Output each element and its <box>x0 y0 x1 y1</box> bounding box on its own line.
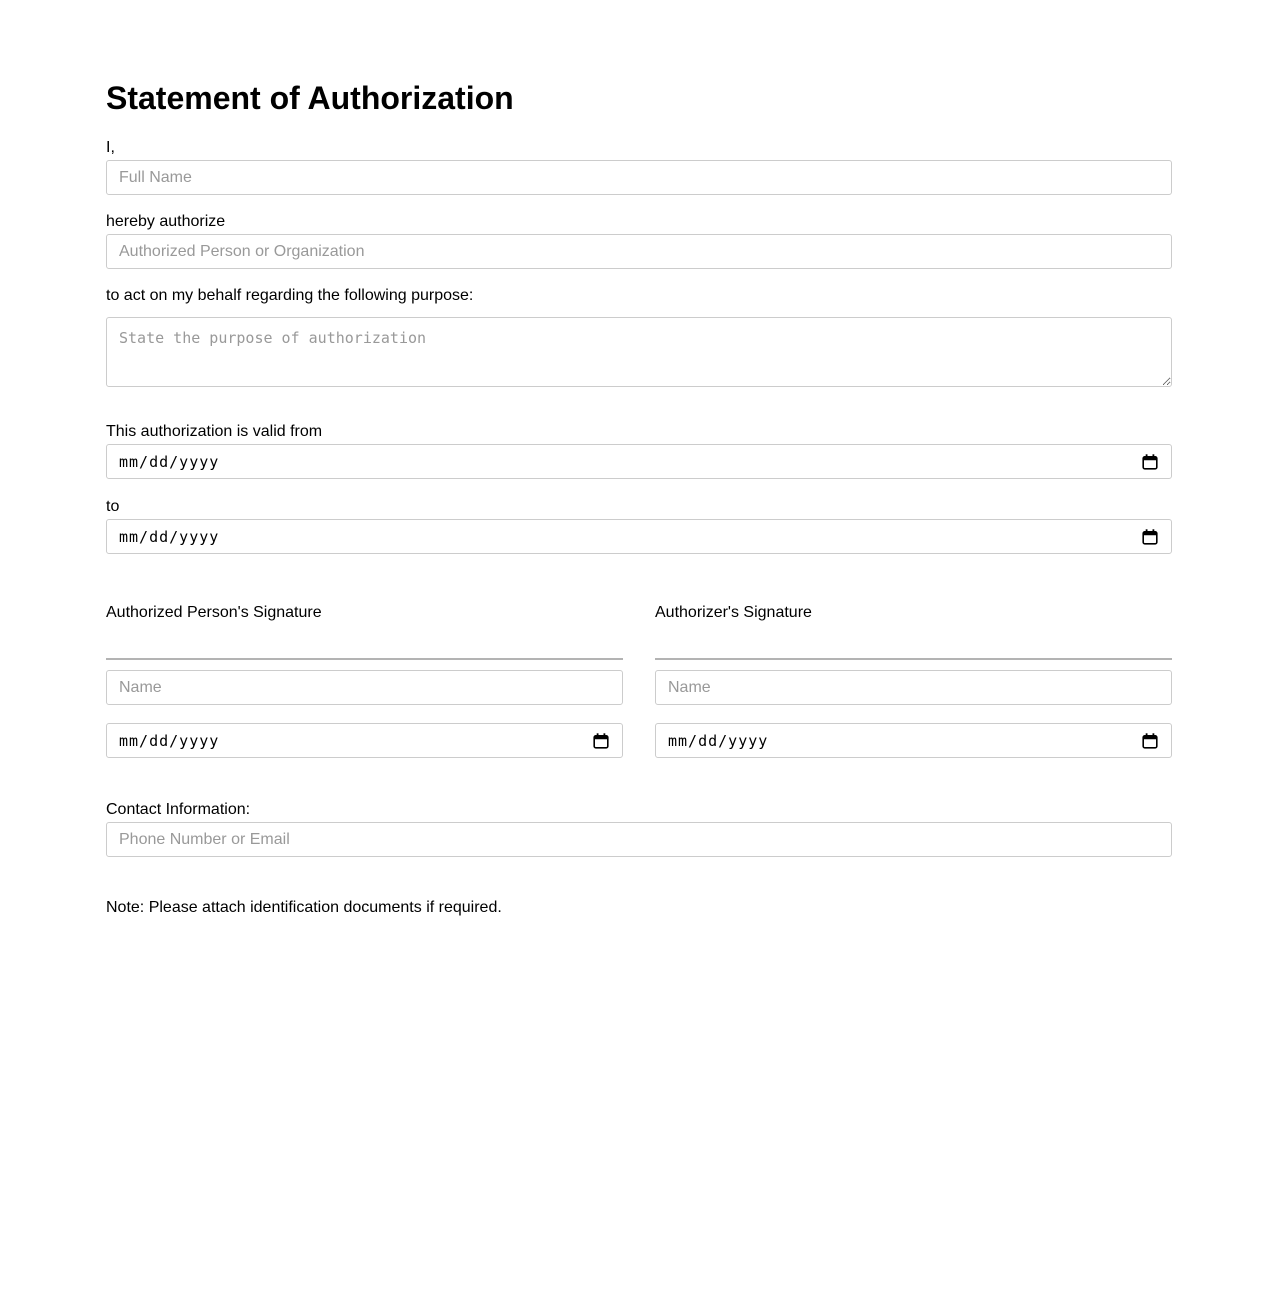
authorized-person-date-value: mm/dd/yyyy <box>119 731 220 750</box>
valid-from-date-input[interactable] <box>106 444 1172 479</box>
authorizer-signature-label: Authorizer's Signature <box>655 604 812 621</box>
valid-to-date-input[interactable] <box>106 519 1172 554</box>
authorizer-date-value: mm/dd/yyyy <box>668 731 769 750</box>
authorized-person-name-input[interactable] <box>106 670 623 705</box>
purpose-textarea[interactable] <box>106 317 1172 387</box>
note-text: Note: Please attach identification documents if required. <box>106 899 502 916</box>
authorized-person-date-input[interactable] <box>106 723 623 758</box>
authorized-person-signature-block <box>106 604 623 758</box>
calendar-icon[interactable] <box>1142 733 1158 749</box>
valid-from-date-value: mm/dd/yyyy <box>119 452 220 471</box>
authorized-entity-input[interactable] <box>106 234 1172 269</box>
calendar-icon[interactable] <box>1142 454 1158 470</box>
contact-input[interactable] <box>106 822 1172 857</box>
authorization-form <box>106 0 1172 917</box>
calendar-icon[interactable] <box>1142 529 1158 545</box>
authorize-label: hereby authorize <box>106 213 226 230</box>
valid-to-date-value: mm/dd/yyyy <box>119 527 220 546</box>
contact-label: Contact Information: <box>106 801 251 818</box>
full-name-input[interactable] <box>106 160 1172 195</box>
authorized-person-signature-label: Authorized Person's Signature <box>106 604 322 621</box>
calendar-icon[interactable] <box>593 733 609 749</box>
signature-line <box>655 658 1172 660</box>
intro-label: I, <box>106 139 115 156</box>
signature-line <box>106 658 623 660</box>
authorizer-name-input[interactable] <box>655 670 1172 705</box>
signature-section <box>106 604 1172 758</box>
valid-to-label: to <box>106 498 120 515</box>
page-title: Statement of Authorization <box>106 80 514 116</box>
purpose-label: to act on my behalf regarding the following purpose: <box>106 287 474 304</box>
valid-from-label: This authorization is valid from <box>106 423 323 440</box>
authorizer-date-input[interactable] <box>655 723 1172 758</box>
authorizer-signature-block <box>655 604 1172 758</box>
